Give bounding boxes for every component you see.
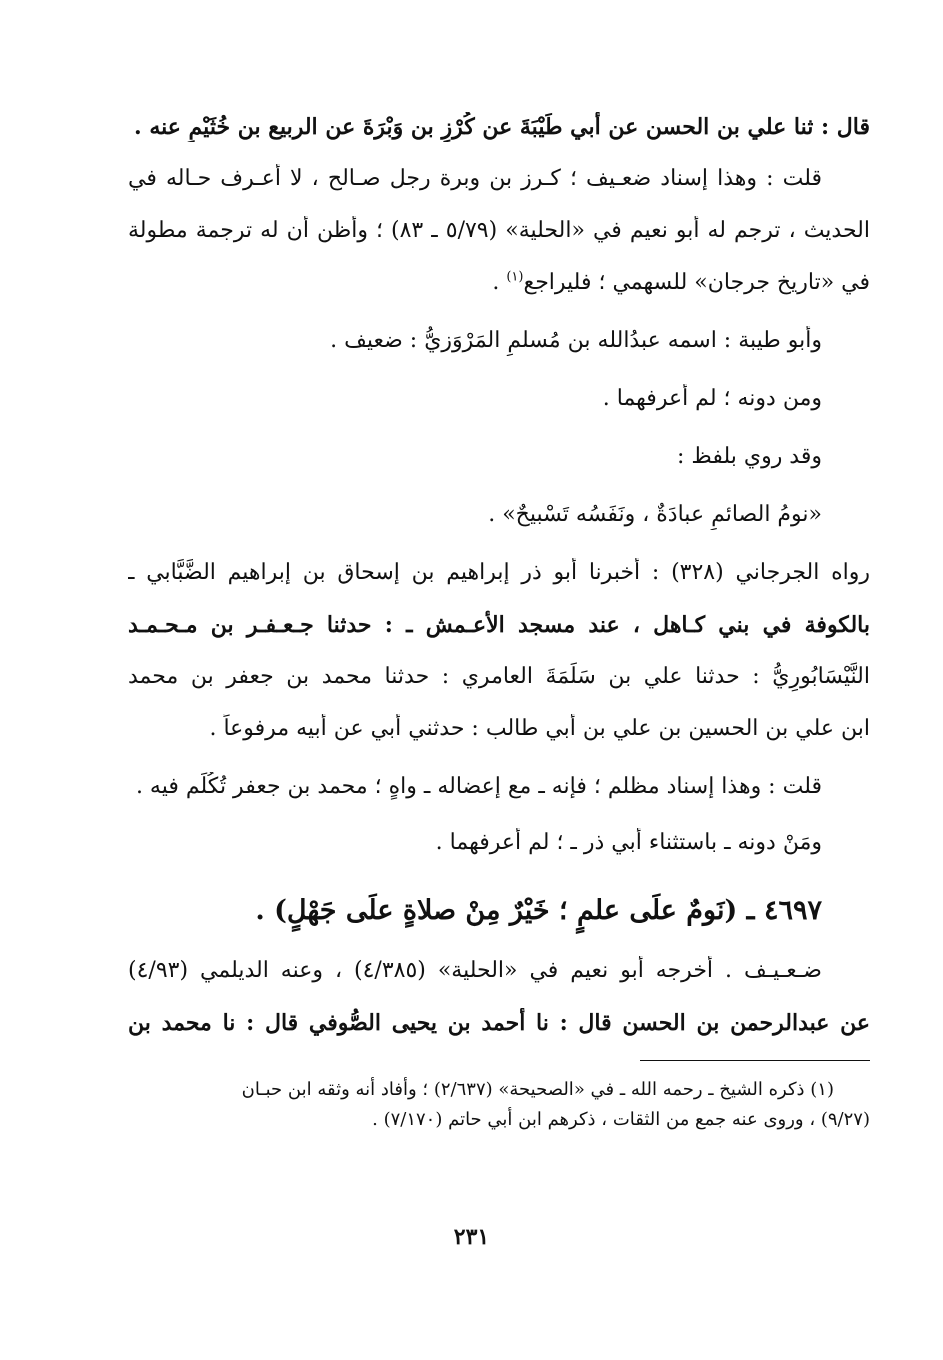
line-7: وقد روي بلفظ :: [677, 444, 822, 469]
hadith-heading: ٤٦٩٧ ـ (نَومٌ علَى علمٍ ؛ خَيْرٌ مِنْ صلاةٍ علَى جَهْلٍ) .: [255, 895, 822, 926]
line-11: النَّيْسَابُورِيُّ : حدثنا علي بن سَلَمَةَ العامري : حدثنا محمد بن جعفر بن محمد: [128, 664, 870, 689]
line-16: عن عبدالرحمن بن الحسن قال : نا أحمد بن يحيى الصُّوفي قال : نا محمد بن: [128, 1010, 870, 1036]
line-5: وأبو طيبة : اسمه عبدُالله بن مُسلمٍ المَرْوَزيُّ : ضعيف .: [330, 328, 822, 353]
line-9: رواه الجرجاني (٣٢٨) : أخبرنا أبو ذر إبراهيم بن إسحاق بن إبراهيم الضَّبَّابي ـ: [128, 560, 870, 585]
footnote-divider: [640, 1060, 870, 1061]
line-4-end: .: [492, 270, 507, 295]
line-10: بالكوفة في بني كـاهل ، عند مسجد الأعـمش ـ : حدثنا جـعـفـر بن مـحـمـد: [128, 612, 870, 638]
footnote-1-line-2: (٩/٢٧) ، وروى عنه جمع من الثقات ، ذكرهم ابن أبي حاتم (٧/١٧٠) .: [372, 1109, 870, 1130]
line-12: ابن علي بن الحسين بن علي بن أبي طالب : حدثني أبي عن أبيه مرفوعاً .: [209, 716, 870, 741]
line-8: «نومُ الصائمِ عبادَةٌ ، ونَفَسُه تَسْبيحٌ» .: [488, 502, 822, 527]
line-4: [128, 268, 870, 298]
footnote-1-line-1: (١) ذكره الشيخ ـ رحمه الله ـ في «الصحيحة» (٢/٦٣٧) ؛ وأفاد أنه وثقه ابن حبـان: [241, 1079, 834, 1100]
footnote-ref-1: (١): [506, 269, 524, 285]
line-1: قال : ثنا علي بن الحسن عن أبي طَيْبَةَ عن كُرْزِ بن وَبْرَةَ عن الربيع بن خُثَيْمٍ عنه .: [134, 114, 870, 140]
page-number: ٢٣١: [453, 1224, 490, 1250]
line-13: قلت : وهذا إسناد مظلم ؛ فإنه ـ مع إعضاله ـ واهٍ ؛ محمد بن جعفر تُكُلِّم فيه .: [135, 774, 822, 799]
line-15: ضـعـيـف . أخرجه أبو نعيم في «الحلية» (٤/٣٨٥) ، وعنه الديلمي (٤/٩٣): [128, 958, 822, 983]
line-2: قلت : وهذا إسناد ضعـيف ؛ كـرز بن وبرة رجل صـالح ، لا أعـرف حـاله في: [128, 166, 822, 191]
page-body: [128, 112, 870, 1135]
line-3: الحديث ، ترجم له أبو نعيم في «الحلية» (٥/٧٩ ـ ٨٣) ؛ وأظن أن له ترجمة مطولة: [128, 218, 870, 243]
line-14: ومَنْ دونه ـ باستثناء أبي ذر ـ ؛ لم أعرفهما .: [435, 830, 822, 855]
line-6: ومن دونه ؛ لم أعرفهما .: [602, 386, 822, 411]
line-4-text: في «تاريخ جرجان» للسهمي ؛ فليراجع: [523, 270, 870, 295]
